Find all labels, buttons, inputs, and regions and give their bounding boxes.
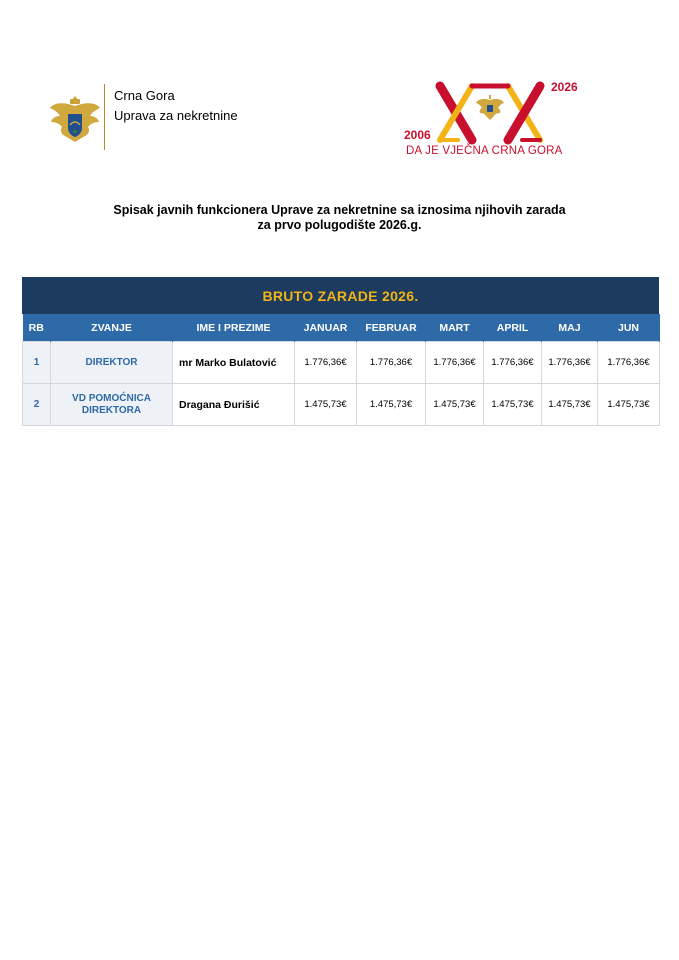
salary-januar: 1.475,73€ (295, 384, 357, 426)
salary-jun: 1.776,36€ (598, 342, 660, 384)
document-title (0, 203, 679, 233)
salary-februar: 1.475,73€ (357, 384, 426, 426)
salary-table (22, 314, 660, 426)
year-start-label: 2006 (404, 128, 431, 142)
row-name: Dragana Đurišić (173, 384, 295, 426)
salary-jun: 1.475,73€ (598, 384, 660, 426)
column-header-zvanje: ZVANJE (51, 314, 173, 342)
table-header-row (23, 314, 660, 342)
table-band (22, 277, 659, 314)
institution-name: Uprava za nekretnine (114, 108, 238, 123)
header-divider (104, 84, 105, 150)
salary-januar: 1.776,36€ (295, 342, 357, 384)
salary-mart: 1.475,73€ (426, 384, 484, 426)
column-header-jun: JUN (598, 314, 660, 342)
column-header-maj: MAJ (542, 314, 598, 342)
table-row (23, 384, 660, 426)
document-title-line1: Spisak javnih funkcionera Uprave za nekretnine sa iznosima njihovih zarada (113, 203, 566, 217)
column-header-rb: RB (23, 314, 51, 342)
salary-april: 1.475,73€ (484, 384, 542, 426)
row-number: 1 (23, 342, 51, 384)
column-header-mart: MART (426, 314, 484, 342)
row-position: VD POMOĆNICA DIREKTORA (51, 384, 173, 426)
row-number: 2 (23, 384, 51, 426)
column-header-april: APRIL (484, 314, 542, 342)
table-band-title: BRUTO ZARADE 2026. (262, 287, 419, 304)
salary-maj: 1.776,36€ (542, 342, 598, 384)
salary-maj: 1.475,73€ (542, 384, 598, 426)
row-name: mr Marko Bulatović (173, 342, 295, 384)
document-title-line2: za prvo polugodište 2026.g. (257, 218, 422, 232)
column-header-februar: FEBRUAR (357, 314, 426, 342)
column-header-januar: JANUAR (295, 314, 357, 342)
salary-april: 1.776,36€ (484, 342, 542, 384)
montenegro-coat-of-arms-icon (48, 92, 102, 144)
row-position: DIREKTOR (51, 342, 173, 384)
country-name: Crna Gora (114, 88, 175, 103)
table-row (23, 342, 660, 384)
salary-februar: 1.776,36€ (357, 342, 426, 384)
jubilee-slogan: DA JE VJEČNA CRNA GORA (406, 145, 563, 157)
year-end-label: 2026 (551, 80, 578, 94)
jubilee-logo (400, 78, 590, 162)
salary-mart: 1.776,36€ (426, 342, 484, 384)
salary-table-container (22, 277, 659, 426)
column-header-ime-prezime: IME I PREZIME (173, 314, 295, 342)
